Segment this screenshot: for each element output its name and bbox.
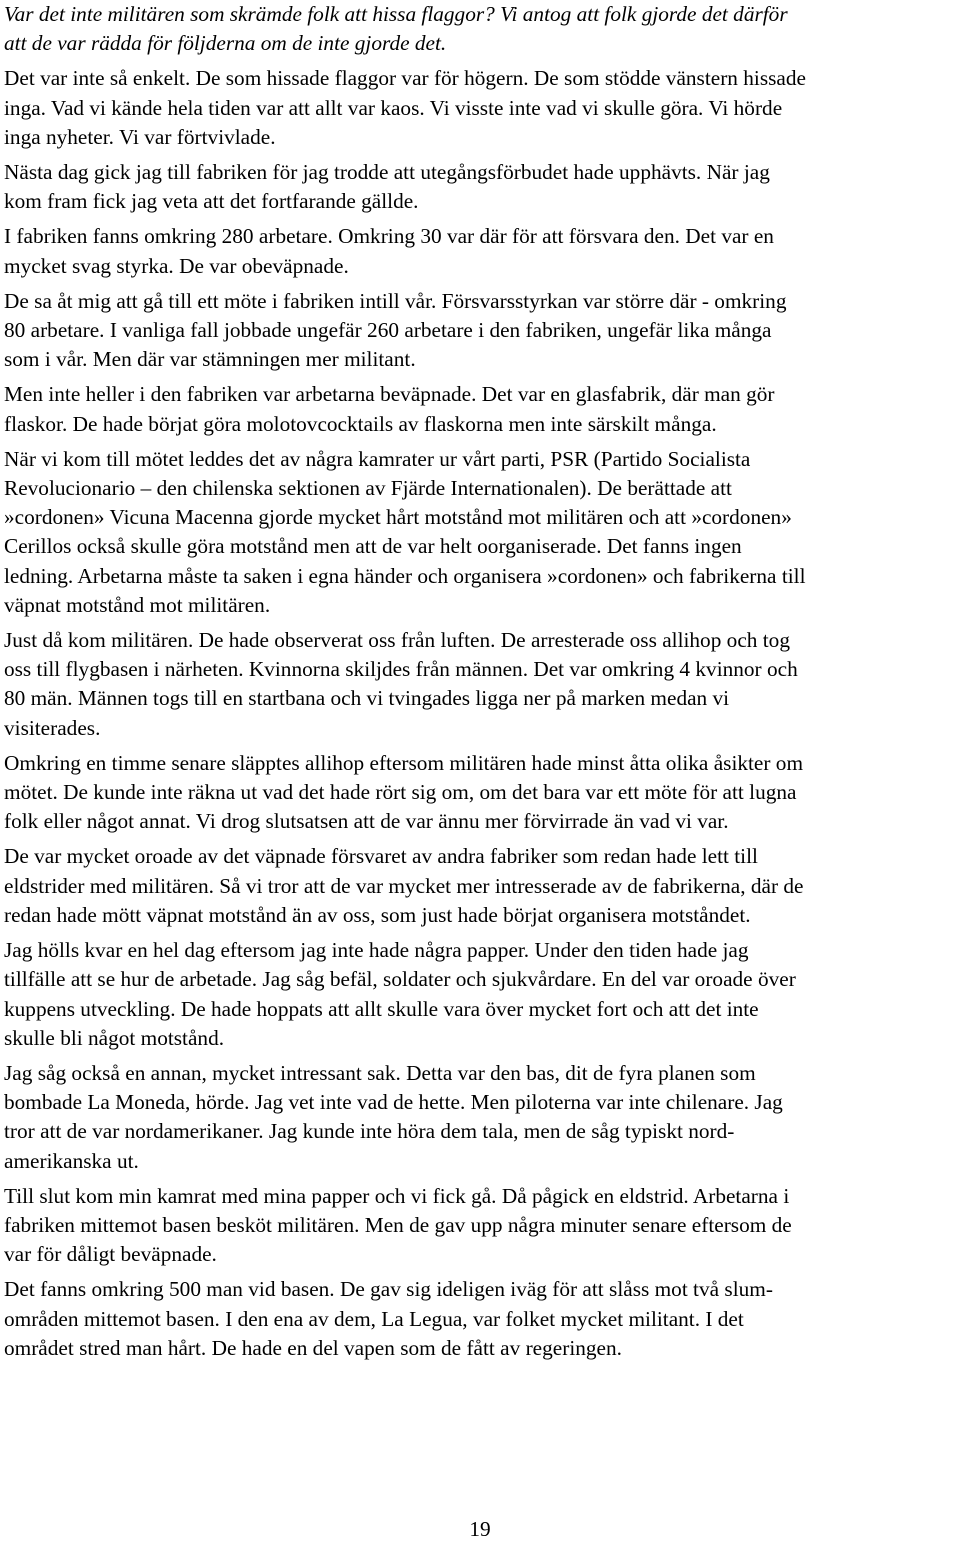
- text-line: Just då kom militären. De hade observerat oss från luften. De arresterade oss allihop och tog: [4, 628, 790, 653]
- paragraph: [4, 287, 960, 375]
- text-line: visiterades.: [4, 715, 101, 740]
- text-line: Cerillos också skulle göra motstånd men att de var helt oorganiserade. Det fanns ingen: [4, 534, 742, 559]
- text-line: De sa åt mig att gå till ett möte i fabriken intill vår. Försvarsstyrkan var större där - omkring: [4, 288, 787, 313]
- text-line: kuppens utveckling. De hade hoppats att allt skulle vara över mycket fort och att det inte: [4, 996, 759, 1021]
- text-line: tillfälle att se hur de arbetade. Jag såg befäl, soldater och sjukvårdare. En del var oroade över: [4, 967, 796, 992]
- text-line: Till slut kom min kamrat med mina papper och vi fick gå. Då pågick en eldstrid. Arbetarna i: [4, 1183, 790, 1208]
- text-line: amerikanska ut.: [4, 1148, 139, 1173]
- text-line: mötet. De kunde inte räkna ut vad det hade rört sig om, om det bara var ett möte för att lugna: [4, 780, 797, 805]
- text-line: Det var inte så enkelt. De som hissade flaggor var för högern. De som stödde vänstern hissade: [4, 66, 806, 91]
- text-line: Jag såg också en annan, mycket intressant sak. Detta var den bas, dit de fyra planen som: [4, 1060, 756, 1085]
- text-line: mycket svag styrka. De var obeväpnade.: [4, 253, 349, 278]
- paragraph: [4, 158, 960, 216]
- text-line: Jag hölls kvar en hel dag eftersom jag inte hade några papper. Under den tiden hade jag: [4, 938, 749, 963]
- text-line: Det fanns omkring 500 man vid basen. De gav sig ideligen iväg för att slåss mot två slum-: [4, 1277, 773, 1302]
- text-line: att de var rädda för följderna om de inte gjorde det.: [4, 31, 447, 56]
- document-body: [4, 0, 960, 1369]
- text-line: var för dåligt beväpnade.: [4, 1242, 217, 1267]
- text-line: bombade La Moneda, hörde. Jag vet inte vad de hette. Men piloterna var inte chilenare. Jag: [4, 1090, 783, 1115]
- paragraph: [4, 1275, 960, 1363]
- paragraph: [4, 936, 960, 1053]
- text-line: Nästa dag gick jag till fabriken för jag trodde att utegångsförbudet hade upphävts. När jag: [4, 160, 770, 185]
- paragraph: [4, 1182, 960, 1270]
- text-line: När vi kom till mötet leddes det av några kamrater ur vårt parti, PSR (Partido Socialista: [4, 446, 751, 471]
- text-line: Omkring en timme senare släpptes allihop eftersom militären hade minst åtta olika åsikter om: [4, 750, 804, 775]
- page-number: 19: [469, 1517, 491, 1541]
- text-line: De var mycket oroade av det väpnade försvaret av andra fabriker som redan hade lett till: [4, 844, 758, 869]
- text-line: eldstrider med militären. Så vi tror att de var mycket mer intresserade av de fabrikerna, där de: [4, 873, 804, 898]
- text-line: väpnat motstånd mot militären.: [4, 592, 271, 617]
- text-line: flaskor. De hade börjat göra molotovcocktails av flaskorna men inte särskilt många.: [4, 411, 717, 436]
- text-line: kom fram fick jag veta att det fortfarande gällde.: [4, 189, 419, 214]
- text-line: områden mittemot basen. I den ena av dem, La Legua, var folket mycket militant. I det: [4, 1306, 744, 1331]
- text-line: I fabriken fanns omkring 280 arbetare. Omkring 30 var där för att försvara den. Det var en: [4, 224, 774, 249]
- text-line: redan hade mött väpnat motstånd än av oss, som just hade börjat organisera motståndet.: [4, 902, 751, 927]
- text-line: »cordonen» Vicuna Macenna gjorde mycket hårt motstånd mot militären och att »cordonen»: [4, 505, 792, 530]
- text-line: 80 arbetare. I vanliga fall jobbade ungefär 260 arbetare i den fabriken, ungefär lika många: [4, 318, 772, 343]
- paragraph: [4, 64, 960, 152]
- text-line: området stred man hårt. De hade en del vapen som de fått av regeringen.: [4, 1335, 622, 1360]
- text-line: ledning. Arbetarna måste ta saken i egna händer och organisera »cordonen» och fabrikerna till: [4, 563, 806, 588]
- paragraph: [4, 380, 960, 438]
- text-line: Revolucionario – den chilenska sektionen av Fjärde Internationalen). De berättade att: [4, 476, 732, 501]
- text-line: som i vår. Men där var stämningen mer militant.: [4, 347, 416, 372]
- interview-question: [4, 0, 960, 58]
- text-line: skulle bli något motstånd.: [4, 1025, 225, 1050]
- text-line: fabriken mittemot basen besköt militären. Men de gav upp några minuter senare eftersom de: [4, 1212, 792, 1237]
- text-line: oss till flygbasen i närheten. Kvinnorna skiljdes från männen. Det var omkring 4 kvinnor och: [4, 657, 798, 682]
- text-line: inga. Vad vi kände hela tiden var att allt var kaos. Vi visste inte vad vi skulle göra. Vi hörde: [4, 95, 783, 120]
- text-line: Men inte heller i den fabriken var arbetarna beväpnade. Det var en glasfabrik, där man gör: [4, 382, 775, 407]
- text-line: inga nyheter. Vi var förtvivlade.: [4, 124, 276, 149]
- paragraph: [4, 749, 960, 837]
- paragraph: [4, 222, 960, 280]
- paragraph: [4, 842, 960, 930]
- text-line: Var det inte militären som skrämde folk att hissa flaggor? Vi antog att folk gjorde det därför: [4, 2, 788, 26]
- text-line: 80 män. Männen togs till en startbana och vi tvingades ligga ner på marken medan vi: [4, 686, 730, 711]
- text-line: tror att de var nordamerikaner. Jag kunde inte höra dem tala, men de såg typiskt nord-: [4, 1119, 735, 1144]
- paragraph: [4, 626, 960, 743]
- paragraph: [4, 1059, 960, 1176]
- paragraph: [4, 445, 960, 620]
- text-line: folk eller något annat. Vi drog slutsatsen att de var ännu mer förvirrade än vad vi var.: [4, 809, 729, 834]
